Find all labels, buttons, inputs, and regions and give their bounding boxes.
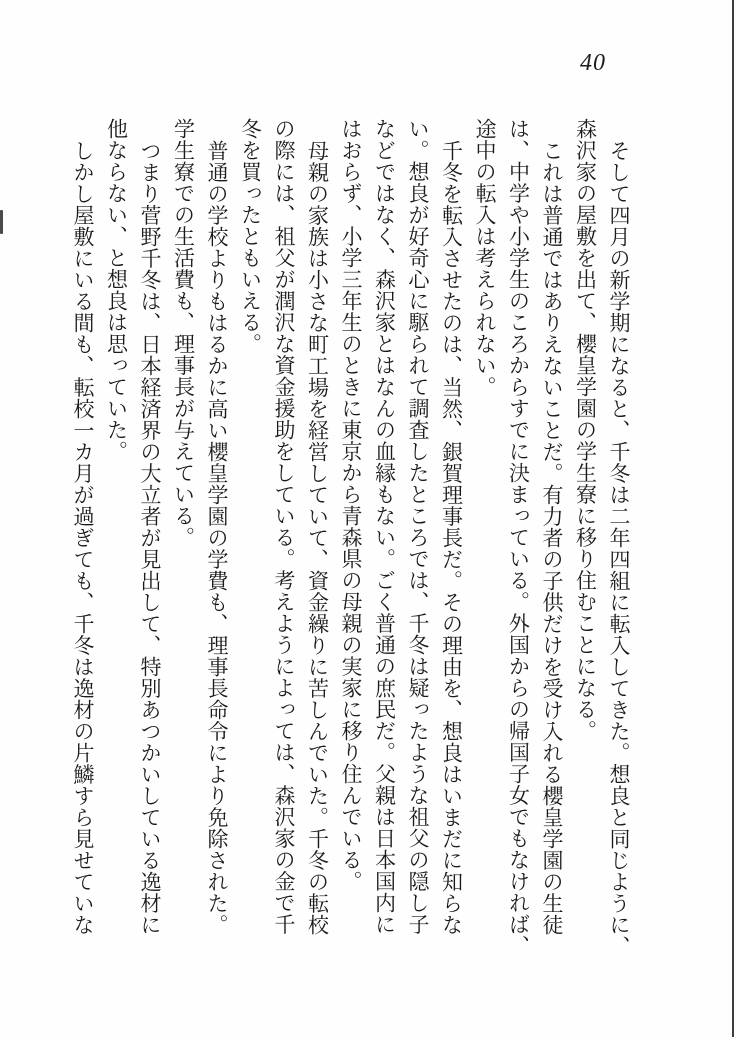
scan-edge-line <box>732 0 734 1037</box>
text-line: 森沢家の屋敷を出て、櫻皇学園の学生寮に移り住むことになる。 <box>573 118 598 742</box>
scan-speck-artifact <box>0 210 3 234</box>
text-line: の際には、祖父が潤沢な資金援助をしている。考えようによっては、森沢家の金で千 <box>272 118 296 935</box>
text-line: つまり菅野千冬は、日本経済界の大立者が見出して、特別あつかいしている逸材に <box>138 139 162 935</box>
page-number: 40 <box>580 50 606 76</box>
text-line: い。想良が好奇心に駆られて調査したところでは、千冬は疑ったような祖父の隠し子 <box>406 118 430 935</box>
vertical-text-block <box>65 118 635 958</box>
text-line: 途中の転入は考えられない。 <box>473 118 497 398</box>
text-line: はおらず、小学三年生のときに東京から青森県の母親の実家に移り住んでいる。 <box>339 118 363 892</box>
text-line: 千冬を転入させたのは、当然、銀賀理事長だ。その理由を、想良はいまだに知らな <box>439 139 464 935</box>
text-line: これは普通ではありえないことだ。有力者の子供だけを受け入れる櫻皇学園の生徒 <box>540 139 564 935</box>
text-line: 学生寮での生活費も、理事長が与えている。 <box>171 118 196 548</box>
text-line: 母親の家族は小さな町工場を経営していて、資金繰りに苦しんでいた。千冬の転校 <box>305 139 330 935</box>
text-line: 冬を買ったともいえる。 <box>238 118 263 355</box>
text-line: などではなく、森沢家とはなんの血縁もない。ごく普通の庶民だ。父親は日本国内に <box>372 118 397 935</box>
text-line: しかし屋敷にいる間も、転校一カ月が過ぎても、千冬は逸材の片鱗すら見せていな <box>71 139 95 935</box>
text-line: そして四月の新学期になると、千冬は二年四組に転入してきた。想良と同じように、 <box>607 139 631 957</box>
text-line: は、中学や小学生のころからすでに決まっている。外国からの帰国子女でもなければ、 <box>506 118 531 957</box>
text-line: 他ならない、と想良は思っていた。 <box>104 118 129 462</box>
text-line: 普通の学校よりもはるかに高い櫻皇学園の学費も、理事長命令により免除された。 <box>205 139 229 935</box>
